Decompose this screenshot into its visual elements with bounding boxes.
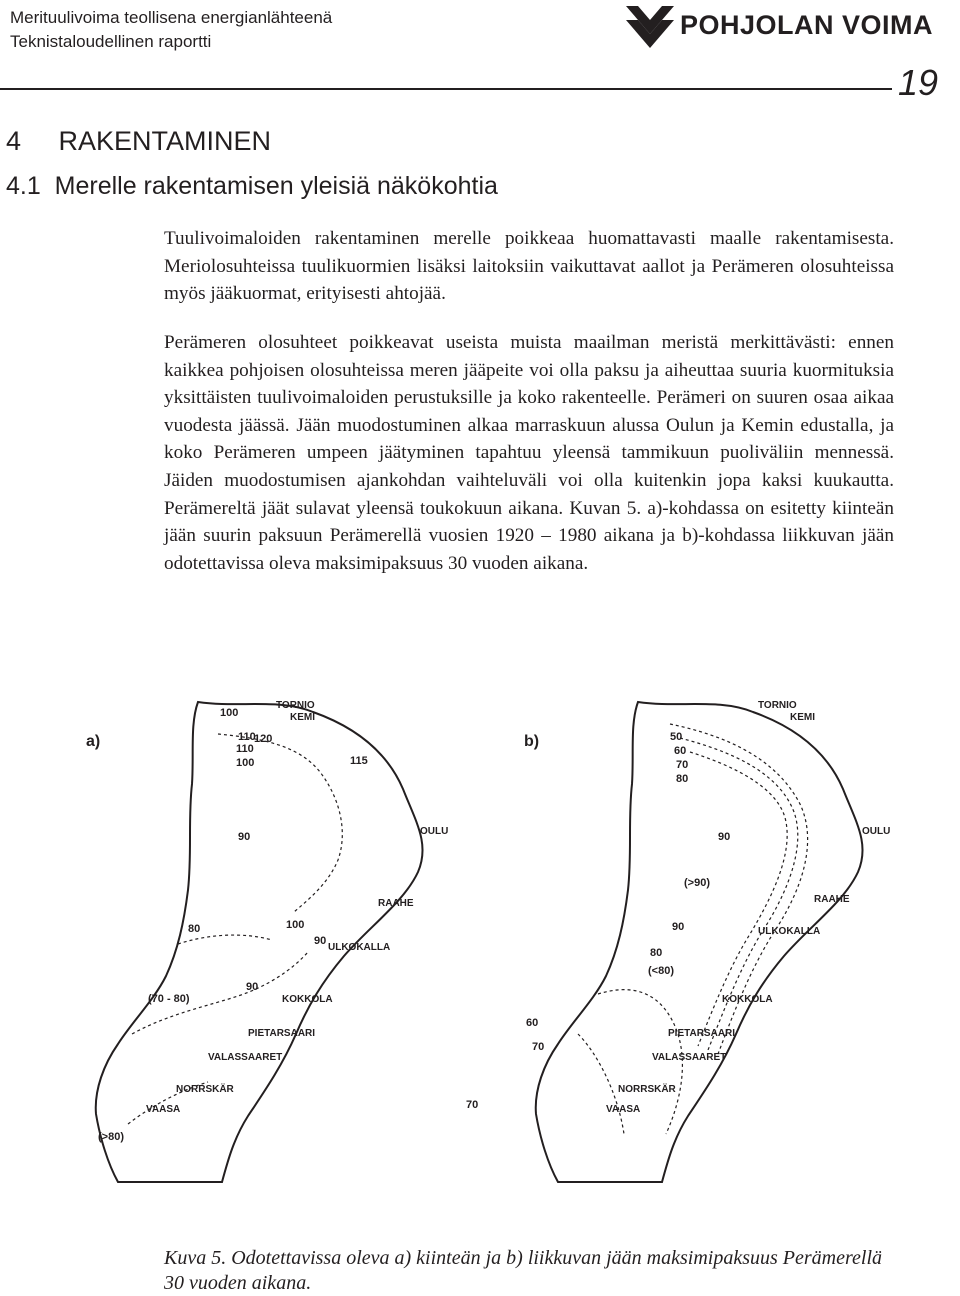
isoline-label: (>90) [684, 877, 710, 889]
report-subtitle: Teknistaloudellinen raportti [10, 32, 212, 51]
isoline-label: 90 [718, 831, 731, 843]
place-label: RAAHE [814, 894, 850, 905]
place-label: TORNIO [758, 700, 797, 711]
logo-text: POHJOLAN VOIMA [680, 10, 934, 40]
place-label: OULU [420, 826, 449, 837]
isoline-label: 115 [350, 755, 368, 767]
isoline-label: 80 [676, 773, 689, 785]
isoline-label: 120 [254, 733, 273, 745]
place-label: VALASSAARET [208, 1052, 283, 1063]
isoline-label: 70 [532, 1041, 545, 1053]
isoline-label: 90 [246, 981, 259, 993]
place-label: ULKOKALLA [328, 942, 391, 953]
place-label: KOKKOLA [282, 994, 333, 1005]
place-label: PIETARSAARI [668, 1028, 736, 1039]
isoline-label: 60 [526, 1017, 539, 1029]
section-heading: 4 RAKENTAMINEN [6, 126, 272, 156]
pohjolan-voima-logo [624, 4, 934, 50]
document-header [10, 6, 332, 54]
isoline-label: 100 [220, 707, 239, 719]
place-label: KEMI [790, 712, 815, 723]
isoline-label: 70 [676, 759, 689, 771]
place-label: PIETARSAARI [248, 1028, 316, 1039]
panel-b-tag: b) [524, 733, 540, 750]
subsection-heading: 4.1 Merelle rakentamisen yleisiä näkökohtia [6, 172, 498, 200]
isoline-label: 100 [236, 757, 255, 769]
isoline-label: 100 [286, 919, 305, 931]
isoline-label: 90 [314, 935, 327, 947]
isoline-label: 70 [466, 1099, 479, 1111]
ice-thickness-figure [58, 694, 898, 1188]
isoline-label: 90 [672, 921, 685, 933]
place-label: KOKKOLA [722, 994, 773, 1005]
place-label: VAASA [606, 1104, 641, 1115]
place-label: VALASSAARET [652, 1052, 727, 1063]
place-label: ULKOKALLA [758, 926, 821, 937]
logo-mark-icon [624, 4, 676, 50]
isoline-label: (70 - 80) [148, 993, 190, 1005]
place-label: OULU [862, 826, 891, 837]
figure-caption: Kuva 5. Odotettavissa oleva a) kiinteän ja b) liikkuvan jään maksimipaksuus Perämerellä 30 vuoden aikana. [164, 1247, 883, 1294]
isoline-label: 80 [188, 923, 201, 935]
paragraph-ice-conditions: Perämeren olosuhteet poikkeavat useista muista maailman meristä merkittävästi: ennen kaikkea pohjoisen olosuhteissa meren jääpeite voi olla paksu ja aiheuttaa suuria kuormituksia yksittäisten tuulivoimaloiden perustuksille ja koko rakenteelle. Perämeri on suuren osaa aikaa vuodesta jäässä. Jään muodostuminen alkaa marraskuun alussa Oulun ja Kemin edustalla, ja koko Perämeren umpeen jäätyminen tapahtuu yleensä tammikuun puoliväliin mennessä. Jäiden muodostumisen ajankohdan vaihteluväli voi olla kuitenkin jopa kaksi kuukautta. Perämereltä jäät sulavat yleensä toukokuun aikana. Kuvan 5. a)-kohdassa on esitetty kiinteän jään suurin paksuun Perämerellä vuosien 1920 – 1980 aikana ja b)-kohdassa liikkuvan jään odotettavissa oleva maksimipaksuus 30 vuoden aikana. [164, 332, 894, 574]
panel-a-tag: a) [86, 733, 101, 750]
place-label: KEMI [290, 712, 315, 723]
place-label: NORRSKÄR [176, 1084, 234, 1095]
isoline-label: (>80) [98, 1131, 124, 1143]
place-label: NORRSKÄR [618, 1084, 676, 1095]
ice-thickness-maps [58, 694, 898, 1188]
isoline-label: 50 [670, 731, 683, 743]
isoline-label: 90 [238, 831, 251, 843]
place-label: VAASA [146, 1104, 181, 1115]
isoline-label: 110 [238, 731, 256, 743]
isoline-label: (<80) [648, 965, 674, 977]
header-rule [0, 88, 892, 90]
place-label: RAAHE [378, 898, 414, 909]
report-title: Merituulivoima teollisena energianlähteenä [10, 8, 333, 27]
isoline-label: 110 [236, 743, 254, 755]
page-number: 19 [898, 62, 939, 103]
isoline-label: 80 [650, 947, 663, 959]
paragraph-intro: Tuulivoimaloiden rakentaminen merelle poikkeaa huomattavasti maalle rakentamisesta. Meriolosuhteissa tuulikuormien lisäksi laitoksiin vaikuttavat aallot ja Perämeren olosuhteissa myös jääkuormat, erityisesti ahtojää. [164, 228, 894, 305]
place-label: TORNIO [276, 700, 315, 711]
isoline-label: 60 [674, 745, 687, 757]
